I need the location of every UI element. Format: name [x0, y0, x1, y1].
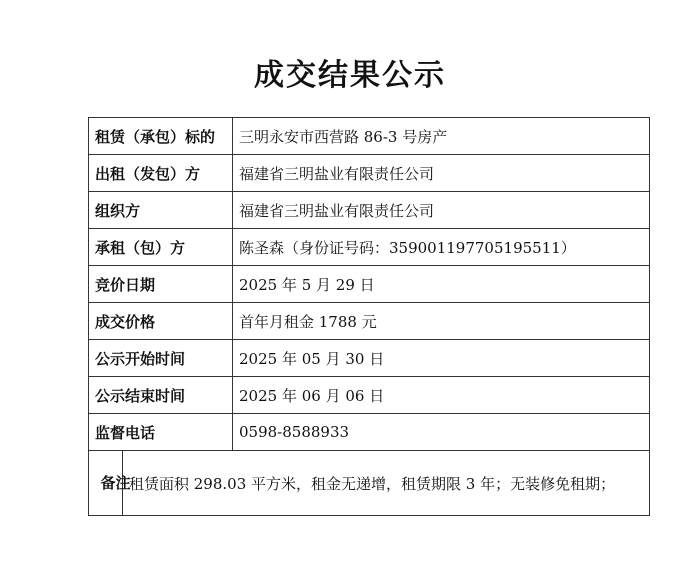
row-value: 首年月租金 1788 元 [233, 303, 650, 340]
row-value: 福建省三明盐业有限责任公司 [233, 192, 650, 229]
row-label: 公示开始时间 [89, 340, 233, 377]
row-label: 承租（包）方 [89, 229, 233, 266]
row-label: 组织方 [89, 192, 233, 229]
notes-value: 租赁面积 298.03 平方米，租金无递增，租赁期限 3 年；无装修免租期； [123, 451, 650, 516]
row-value: 三明永安市西营路 86-3 号房产 [233, 118, 650, 155]
table-row [89, 340, 650, 377]
row-label: 成交价格 [89, 303, 233, 340]
row-value: 福建省三明盐业有限责任公司 [233, 155, 650, 192]
table-row [89, 414, 650, 451]
table-row [89, 303, 650, 340]
row-value: 2025 年 05 月 30 日 [233, 340, 650, 377]
row-value: 2025 年 5 月 29 日 [233, 266, 650, 303]
table-row [89, 229, 650, 266]
table-row [89, 155, 650, 192]
row-label: 监督电话 [89, 414, 233, 451]
notes-row [89, 451, 650, 516]
row-value: 陈圣森（身份证号码：359001197705195511） [233, 229, 650, 266]
row-label: 出租（发包）方 [89, 155, 233, 192]
result-table [88, 117, 650, 516]
table-row [89, 377, 650, 414]
row-label: 公示结束时间 [89, 377, 233, 414]
table-row [89, 118, 650, 155]
row-value: 2025 年 06 月 06 日 [233, 377, 650, 414]
row-value: 0598-8588933 [233, 414, 650, 451]
row-label: 租赁（承包）标的 [89, 118, 233, 155]
table-row [89, 266, 650, 303]
page-title: 成交结果公示 [254, 58, 446, 93]
row-label: 竞价日期 [89, 266, 233, 303]
table-row [89, 192, 650, 229]
notes-label: 备注 [89, 451, 123, 516]
